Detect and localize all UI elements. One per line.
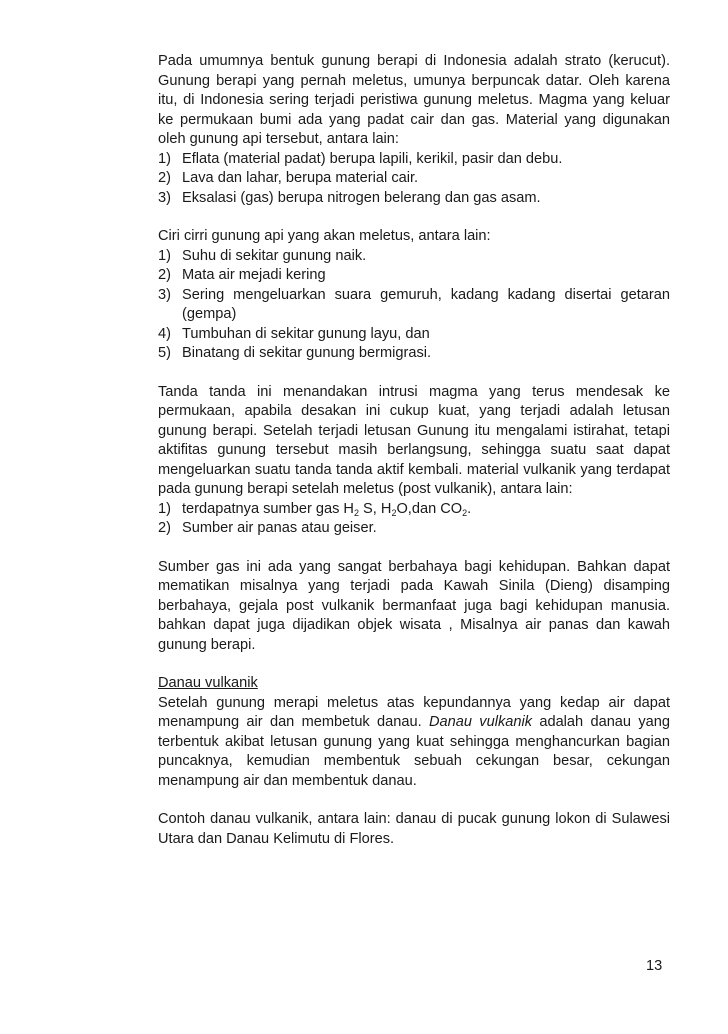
paragraph-intro: Pada umumnya bentuk gunung berapi di Indonesia adalah strato (kerucut). Gunung berapi yang pernah meletus, umunya berpuncak datar. Oleh karena itu, di Indonesia sering terjadi peristiwa gunung meletus. Magma yang keluar ke permukaan bumi ada yang padat cair dan gas. Material yang digunakan oleh gunung api tersebut, antara lain: xyxy=(158,53,670,147)
material-list xyxy=(158,150,670,209)
section-post-vulkanik xyxy=(158,383,670,539)
list-item: 4) Tumbuhan di sekitar gunung layu, dan xyxy=(158,325,430,342)
paragraph-intro: Ciri cirri gunung api yang akan meletus, antara lain: xyxy=(158,228,491,244)
section-contoh-danau xyxy=(158,810,670,849)
list-item: 1) terdapatnya sumber gas $H_2$ S, $H_2O,dan$ $CO_2$. xyxy=(158,500,670,520)
page-content xyxy=(158,52,670,868)
list-item: 3) Eksalasi (gas) berupa nitrogen belerang dan gas asam. xyxy=(158,189,541,206)
list-item: 5) Binatang di sekitar gunung bermigrasi. xyxy=(158,345,432,361)
list-item: 2) Sumber air panas atau geiser. xyxy=(158,520,377,536)
gas-formula-text: terdapatnya sumber gas $H_2$ S, $H_2O,dan$ $CO_2$. xyxy=(182,500,472,518)
list-item: 1) Eflata (material padat) berupa lapili, kerikil, pasir dan debu. xyxy=(158,150,563,167)
ciri-list xyxy=(158,247,670,364)
section-ciri-meletus xyxy=(158,227,670,364)
list-item: 3) Sering mengeluarkan suara gemuruh, kadang kadang disertai getaran (gempa) xyxy=(158,286,670,322)
section-danau-vulkanik xyxy=(158,674,670,791)
paragraph-intro: Tanda tanda ini menandakan intrusi magma yang terus mendesak ke permukaan, apabila desakan ini cukup kuat, yang terjadi adalah letusan gunung berapi. Setelah terjadi letusan Gunung itu mengalami istirahat, tetapi aktifitas gunung tersebut masih berlangsung, sehingga suatu saat dapat mengeluarkan suatu tanda tanda aktif kembali. material vulkanik yang terdapat pada gunung berapi setelah meletus (post vulkanik), antara lain: xyxy=(158,383,670,497)
section-bahaya-manfaat xyxy=(158,558,670,656)
paragraph: Setelah gunung merapi meletus atas kepundannya yang kedap air dapat menampung air dan membetuk danau. Danau vulkanik adalah danau yang terbentuk akibat letusan gunung yang kuat sehingga menghancurkan bagian puncaknya, kemudian membentuk sebuah cekungan besar, cekungan menampung air dan membentuk danau. xyxy=(158,694,670,789)
list-item: 2) Mata air mejadi kering xyxy=(158,267,326,283)
page-number: 13 xyxy=(646,958,663,974)
list-item: 2) Lava dan lahar, berupa material cair. xyxy=(158,170,419,186)
section-material-gunung-api xyxy=(158,52,670,208)
list-item: 1) Suhu di sekitar gunung naik. xyxy=(158,247,367,264)
paragraph: Contoh danau vulkanik, antara lain: danau di pucak gunung lokon di Sulawesi Utara dan Danau Kelimutu di Flores. xyxy=(158,811,670,847)
section-heading: Danau vulkanik xyxy=(158,675,258,691)
paragraph: Sumber gas ini ada yang sangat berbahaya bagi kehidupan. Bahkan dapat mematikan misalnya yang terjadi pada Kawah Sinila (Dieng) disamping berbahaya, gejala post vulkanik bermanfaat juga bagi kehidupan manusia. bahkan dapat juga dijadikan objek wisata , Misalnya air panas dan kawah gunung berapi. xyxy=(158,558,670,653)
emphasis-text: Danau vulkanik xyxy=(428,714,533,730)
post-vulkanik-list xyxy=(158,500,670,539)
